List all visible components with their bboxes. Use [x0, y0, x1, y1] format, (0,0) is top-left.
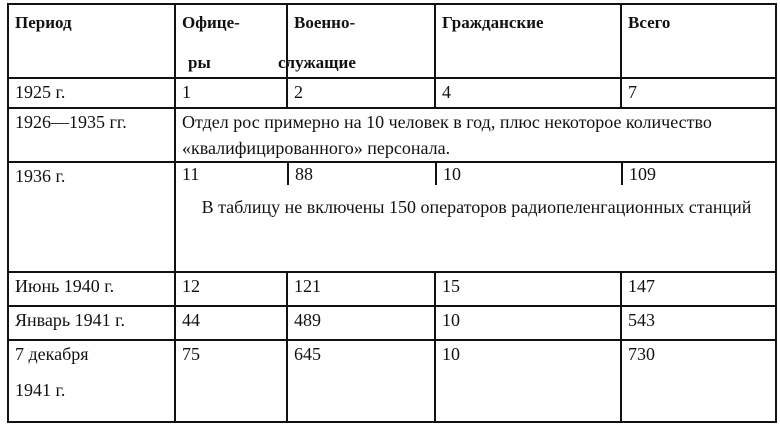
cell-officers: 12 [175, 272, 287, 306]
cell-officers: 1 [175, 78, 287, 108]
cell-civilians: 15 [435, 272, 621, 306]
header-military-line2: служащие [278, 53, 356, 72]
header-officers-line1: Офице- [182, 13, 240, 32]
header-period: Период [8, 4, 175, 78]
cell-period-line1: 7 декабря [15, 344, 89, 364]
cell-civilians: 10 [436, 163, 622, 185]
header-civilians: Гражданские [435, 4, 621, 78]
cell-note: Отдел рос примерно на 10 человек в год, плюс некоторое количество «квалифицированного» персонала. [175, 108, 776, 162]
cell-total: 147 [621, 272, 776, 306]
cell-officers: 11 [176, 163, 288, 185]
table-row [8, 162, 776, 272]
subtable-1936 [176, 163, 777, 225]
cell-civilians: 10 [435, 340, 621, 422]
table-row [8, 272, 776, 306]
header-military [278, 4, 435, 78]
table-row [8, 78, 776, 108]
header-military-line1: Военно- [294, 13, 356, 32]
staff-table [7, 3, 777, 423]
cell-military: 2 [287, 78, 435, 108]
cell-civilians: 10 [435, 306, 621, 340]
header-row [8, 4, 776, 78]
header-officers [175, 4, 287, 78]
cell-period: 1926—1935 гг. [8, 108, 175, 162]
cell-officers: 75 [175, 340, 287, 422]
header-total: Всего [621, 4, 776, 78]
cell-officers: 44 [175, 306, 287, 340]
cell-total: 543 [621, 306, 776, 340]
cell-period: Январь 1941 г. [8, 306, 175, 340]
cell-military: 645 [287, 340, 435, 422]
cell-total: 730 [621, 340, 776, 422]
table-row [8, 108, 776, 162]
cell-period [8, 340, 175, 422]
cell-period: Июнь 1940 г. [8, 272, 175, 306]
cell-period: 1925 г. [8, 78, 175, 108]
cell-civilians: 4 [435, 78, 621, 108]
cell-1936-group [175, 162, 776, 272]
cell-military: 121 [287, 272, 435, 306]
cell-note: В таблицу не включены 150 операторов радиопеленгационных станций [201, 197, 752, 217]
header-officers-line2: ры [188, 53, 211, 72]
cell-military: 88 [288, 163, 436, 185]
cell-period-line2: 1941 г. [15, 380, 66, 400]
cell-military: 489 [287, 306, 435, 340]
cell-total: 7 [621, 78, 776, 108]
table-row [8, 340, 776, 422]
cell-period: 1936 г. [8, 162, 175, 272]
table-row [8, 306, 776, 340]
cell-total: 109 [629, 164, 656, 184]
